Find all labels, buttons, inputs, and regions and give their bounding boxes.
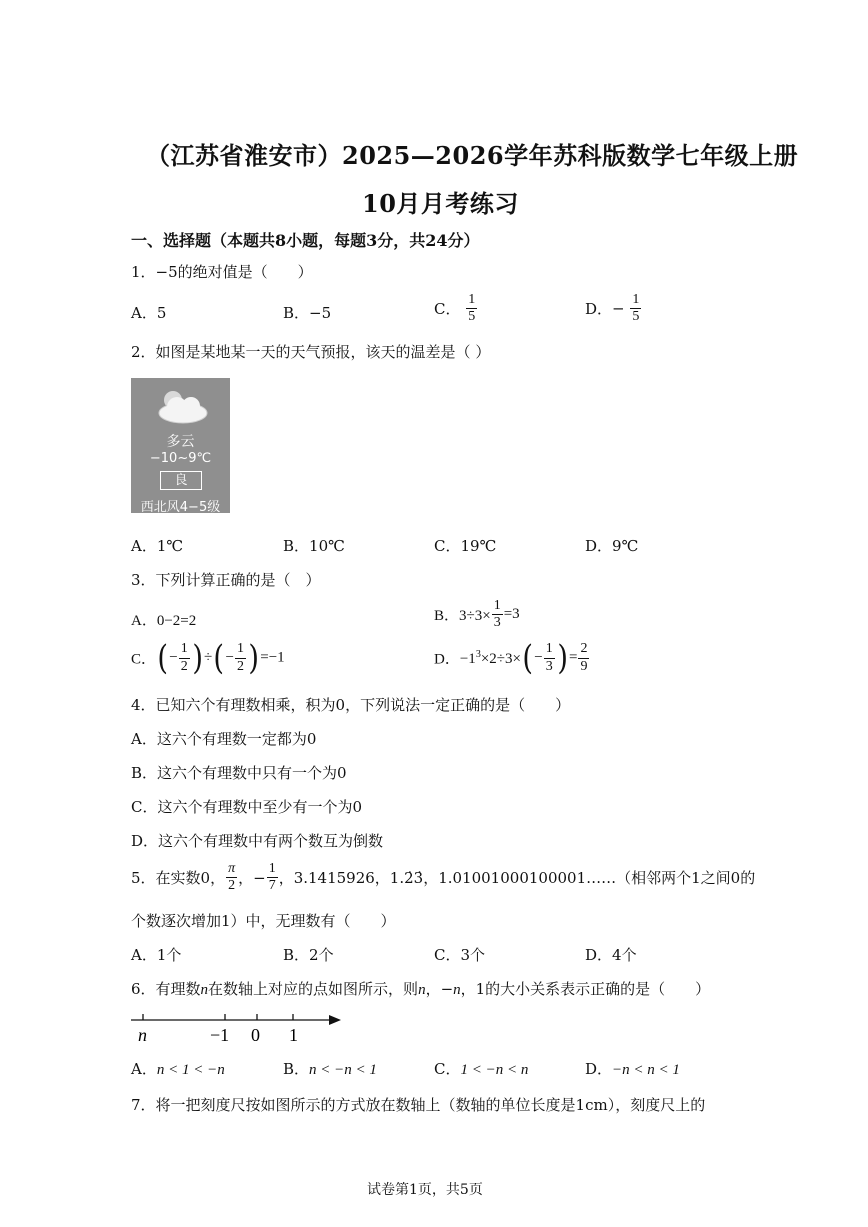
axis-label-neg1: −1 [210,1025,230,1045]
axis-label-0: 0 [251,1025,260,1045]
q4-option-a: A．这六个有理数一定都为0 [131,730,317,748]
section-heading: 一、选择题（本题共8小题，每题3分，共24分） [131,231,480,250]
weather-temperature: −10~9℃ [149,451,212,466]
q1-option-d-label: D． [585,300,613,319]
q3-option-d: D．$-1^3\times 2\div 3\times(-$ $\frac{1}{3}$ )= $\frac{2}{9}$ [434,638,588,678]
q1-option-a: A．5 [131,304,167,322]
q2-option-a: A．1℃ [131,537,184,555]
q3-option-c: C．(− $\frac{1}{2}$ )÷(− $\frac{1}{2}$ )=−1 [131,638,285,678]
weather-wind: 西北风4−5级 [140,500,221,515]
question-5-stem-line1: 5．在实数0， $\frac{\pi}{2}$ ，− $\frac{1}{7}$ ，3.1415926，1.2̇3̇，1.01001000100001……（相邻两个1之间0的 [131,861,756,894]
axis-label-1: 1 [289,1025,298,1045]
cloudy-icon [153,386,213,426]
q3-option-a: A．0−2=2 [131,613,197,629]
q1-option-c-label: C． [434,300,461,319]
q4-option-d: D．这六个有理数中有两个数互为倒数 [131,832,384,850]
q5-option-c: C．3个 [434,946,486,964]
q1-option-c-fraction: $\frac{1}{5}$ [468,292,476,325]
q5-option-d: D．4个 [585,946,637,964]
exam-title-line2: 10月月考练习 [362,189,519,218]
weather-condition: 多云 [166,434,195,450]
question-4-stem: 4．已知六个有理数相乘，积为0，下列说法一定正确的是（ ） [131,696,571,714]
question-1-stem: 1．−5的绝对值是（ ） [131,263,313,281]
q4-option-b: B．这六个有理数中只有一个为0 [131,764,347,782]
q5-option-b: B．2个 [283,946,334,964]
axis-label-n: n [138,1025,147,1045]
air-quality-badge: 良 [160,471,202,490]
q1-option-d: D．− $\frac{1}{5}$ [585,292,640,325]
question-6-stem: 6．有理数n在数轴上对应的点如图所示，则n，−n，1的大小关系表示正确的是（ ） [131,980,711,998]
q6-option-d: D．−n < n < 1 [585,1060,680,1078]
weather-forecast-card [131,378,230,513]
q6-option-a: A．n < 1 < −n [131,1060,225,1078]
question-2-stem: 2．如图是某地某一天的天气预报，该天的温差是（ ） [131,343,491,361]
page-footer: 试卷第1页，共5页 [367,1182,483,1198]
q1-option-c [434,292,478,325]
q2-option-c: C．19℃ [434,537,497,555]
q2-option-b: B．10℃ [283,537,345,555]
exam-title-line1: （江苏省淮安市）2025—2026学年苏科版数学七年级上册 [146,141,799,170]
question-7-stem: 7．将一把刻度尺按如图所示的方式放在数轴上（数轴的单位长度是1cm），刻度尺上的 [131,1096,706,1114]
q6-option-b: B．n < −n < 1 [283,1060,377,1078]
question-3-stem: 3．下列计算正确的是（ ） [131,571,321,589]
q5-option-a: A．1个 [131,946,182,964]
q2-option-d: D．9℃ [585,537,639,555]
number-line-figure [131,1010,351,1046]
q6-option-c: C．1 < −n < n [434,1060,529,1078]
q1-option-b: B．−5 [283,304,332,322]
q3-option-b: B．3÷3× $\frac{1}{3}$ =3 [434,598,520,631]
q4-option-c: C．这六个有理数中至少有一个为0 [131,798,363,816]
question-5-stem-line2: 个数逐次增加1）中，无理数有（ ） [131,912,396,930]
q1-option-d-fraction: $\frac{1}{5}$ [632,292,640,325]
